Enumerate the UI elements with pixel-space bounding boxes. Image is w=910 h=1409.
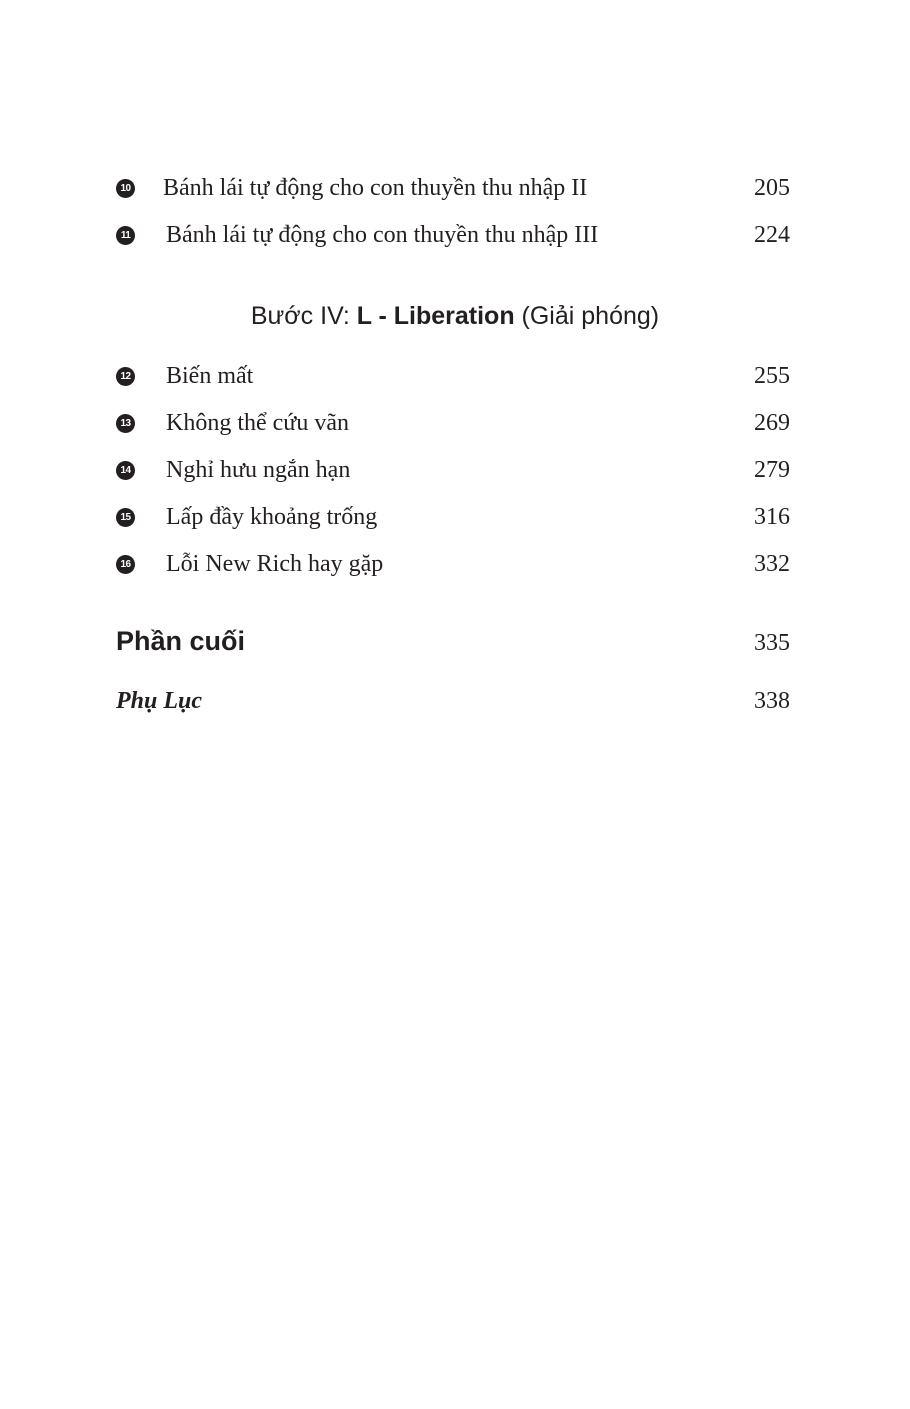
page-number: 332 <box>754 550 790 577</box>
page-number: 255 <box>754 362 790 389</box>
step-heading-bold: L - Liberation <box>356 302 515 330</box>
chapter-title: Bánh lái tự động cho con thuyền thu nhập II <box>163 174 588 201</box>
toc-entry-chapter-12[interactable] <box>116 361 790 391</box>
page-number: 269 <box>754 409 790 436</box>
toc-entry-chapter-15[interactable] <box>116 502 790 532</box>
page-number: 335 <box>754 630 790 656</box>
chapter-number-badge: 14 <box>116 461 135 480</box>
toc-entry-appendix[interactable] <box>116 688 790 715</box>
toc-entry-closing[interactable] <box>116 626 790 657</box>
chapter-number-badge: 15 <box>116 508 135 527</box>
chapter-number-badge: 12 <box>116 367 135 386</box>
toc-entry-chapter-16[interactable] <box>116 549 790 579</box>
chapter-number-badge: 13 <box>116 414 135 433</box>
toc-entry-chapter-10[interactable] <box>116 173 790 203</box>
chapter-title: Bánh lái tự động cho con thuyền thu nhập III <box>166 221 599 248</box>
toc-entry-chapter-14[interactable] <box>116 455 790 485</box>
section-heading-step-iv <box>0 299 910 333</box>
appendix-title: Phụ Lục <box>116 688 203 714</box>
chapter-title: Lấp đầy khoảng trống <box>166 503 378 530</box>
chapter-title: Nghỉ hưu ngắn hạn <box>166 456 351 483</box>
chapter-number-badge: 11 <box>116 226 135 245</box>
page-number: 316 <box>754 503 790 530</box>
chapter-title: Lỗi New Rich hay gặp <box>166 550 384 577</box>
page-number: 338 <box>754 688 790 714</box>
step-heading-prefix: Bước IV: <box>250 302 357 330</box>
step-heading-suffix: (Giải phóng) <box>514 302 660 330</box>
closing-title: Phần cuối <box>116 626 246 656</box>
toc-entry-chapter-11[interactable] <box>116 220 790 250</box>
page-number: 224 <box>754 221 790 248</box>
chapter-title: Biến mất <box>166 362 254 389</box>
page-number: 279 <box>754 456 790 483</box>
chapter-title: Không thể cứu vãn <box>166 409 349 436</box>
page-number: 205 <box>754 174 790 201</box>
toc-entry-chapter-13[interactable] <box>116 408 790 438</box>
chapter-number-badge: 10 <box>116 179 135 198</box>
chapter-number-badge: 16 <box>116 555 135 574</box>
